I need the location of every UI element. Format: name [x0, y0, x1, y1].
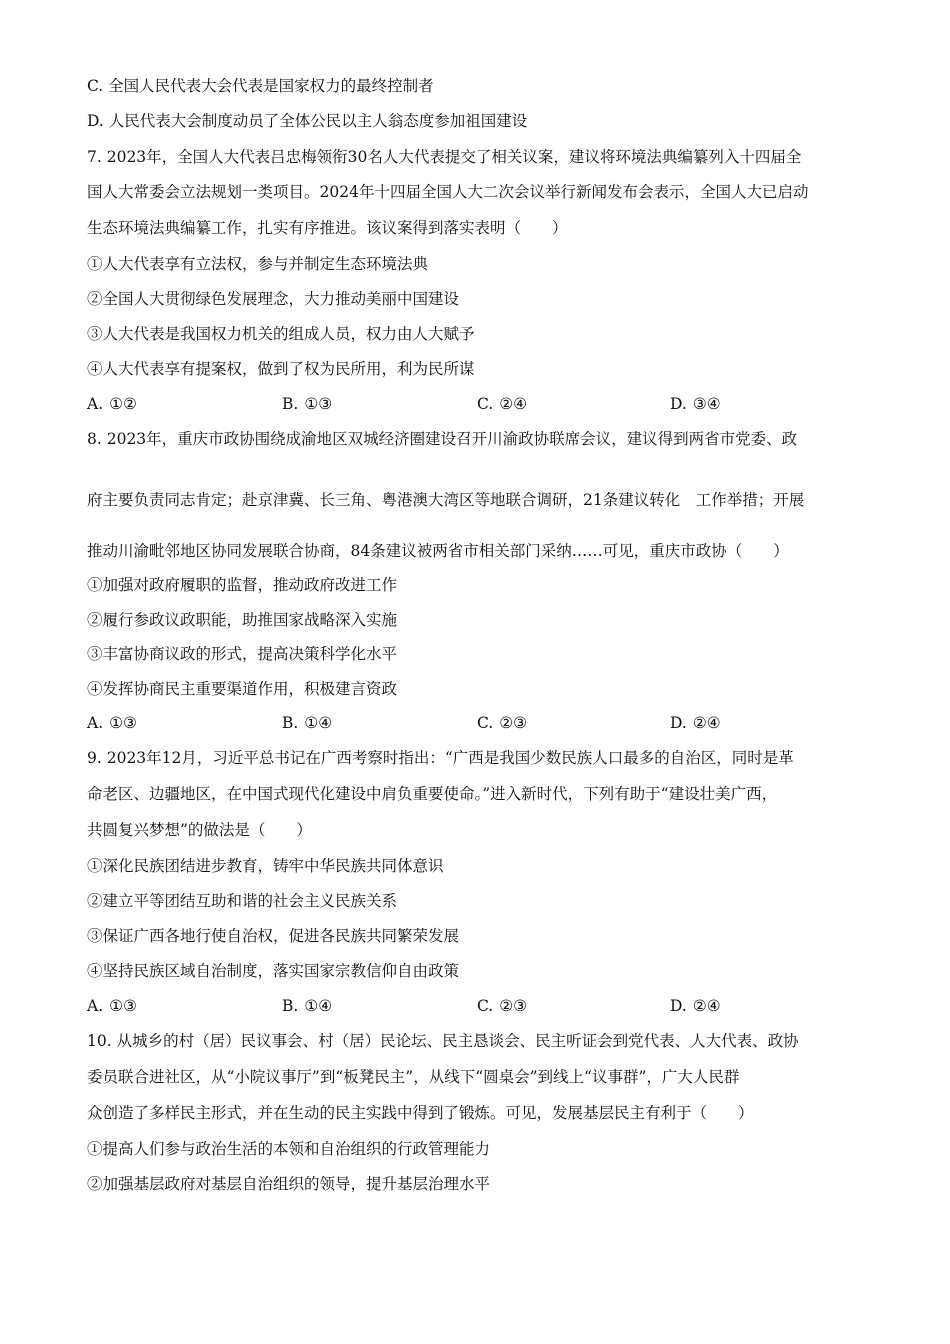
q9-option-b: B. ①④: [282, 997, 333, 1015]
q7-statement-1: ①人大代表享有立法权，参与并制定生态环境法典: [87, 255, 429, 273]
q7-statement-2: ②全国人大贯彻绿色发展理念，大力推动美丽中国建设: [87, 290, 460, 308]
q7-stem-line-2: 国人大常委会立法规划一类项目。2024年十四届全国人大二次会议举行新闻发布会表示，全国人大已启动: [87, 183, 809, 201]
q10-statement-2: ②加强基层政府对基层自治组织的领导，提升基层治理水平: [87, 1175, 491, 1193]
q7-statement-4: ④人大代表享有提案权，做到了权为民所用，利为民所谋: [87, 360, 475, 378]
q7-statement-3: ③人大代表是我国权力机关的组成人员，权力由人大赋予: [87, 325, 475, 343]
q7-option-a: A. ①②: [87, 395, 137, 413]
q7-option-c: C. ②④: [477, 395, 528, 413]
q7-option-b: B. ①③: [282, 395, 333, 413]
q9-statement-2: ②建立平等团结互助和谐的社会主义民族关系: [87, 892, 398, 910]
q10-statement-1: ①提高人们参与政治生活的本领和自治组织的行政管理能力: [87, 1140, 491, 1158]
q10-stem-line-3: 众创造了多样民主形式，并在生动的民主实践中得到了锻炼。可见，发展基层民主有利于（ ）: [87, 1104, 754, 1122]
q8-statement-2: ②履行参政议政职能，助推国家战略深入实施: [87, 611, 398, 629]
q7-options: [87, 393, 877, 415]
q9-options: [87, 995, 877, 1017]
q7-stem-line-3: 生态环境法典编纂工作，扎实有序推进。该议案得到落实表明（ ）: [87, 219, 568, 237]
q9-option-d: D. ②④: [670, 997, 721, 1015]
q8-statement-1: ①加强对政府履职的监督，推动政府改进工作: [87, 576, 398, 594]
q8-statement-4: ④发挥协商民主重要渠道作用，积极建言资政: [87, 680, 398, 698]
q8-option-c: C. ②③: [477, 714, 528, 732]
q8-option-d: D. ②④: [670, 714, 721, 732]
q8-option-b: B. ①④: [282, 714, 333, 732]
q6-option-c: C. 全国人民代表大会代表是国家权力的最终控制者: [87, 77, 434, 95]
q10-stem-line-1: 10. 从城乡的村（居）民议事会、村（居）民论坛、民主恳谈会、民主听证会到党代表、人大代表、政协: [87, 1032, 799, 1050]
q9-stem-line-2: 命老区、边疆地区，在中国式现代化建设中肩负重要使命。”进入新时代，下列有助于“建设壮美广西，: [87, 785, 778, 803]
q9-statement-4: ④坚持民族区域自治制度，落实国家宗教信仰自由政策: [87, 962, 460, 980]
q7-option-d: D. ③④: [670, 395, 721, 413]
q9-statement-3: ③保证广西各地行使自治权，促进各民族共同繁荣发展: [87, 927, 460, 945]
q8-stem-line-3: 推动川渝毗邻地区协同发展联合协商，84条建议被两省市相关部门采纳……可见，重庆市政协（ ）: [87, 542, 789, 560]
q8-stem-line-1: 8. 2023年，重庆市政协围绕成渝地区双城经济圈建设召开川渝政协联席会议，建议得到两省市党委、政: [87, 430, 798, 448]
q9-option-c: C. ②③: [477, 997, 528, 1015]
q9-stem-line-1: 9. 2023年12月，习近平总书记在广西考察时指出：“广西是我国少数民族人口最多的自治区，同时是革: [87, 749, 794, 767]
q8-options: [87, 712, 877, 734]
q9-statement-1: ①深化民族团结进步教育，铸牢中华民族共同体意识: [87, 857, 444, 875]
q6-option-d: D. 人民代表大会制度动员了全体公民以主人翁态度参加祖国建设: [87, 112, 528, 130]
q8-stem-line-2: 府主要负责同志肯定；赴京津冀、长三角、粤港澳大湾区等地联合调研，21条建议转化 工作举措；开展: [87, 491, 805, 509]
q8-option-a: A. ①③: [87, 714, 137, 732]
q9-stem-line-3: 共圆复兴梦想”的做法是（ ）: [87, 821, 312, 839]
q7-stem-line-1: 7. 2023年，全国人大代表吕忠梅领衔30名人大代表提交了相关议案，建议将环境法典编纂列入十四届全: [87, 148, 802, 166]
q9-option-a: A. ①③: [87, 997, 137, 1015]
q10-stem-line-2: 委员联合进社区，从“小院议事厅”到“板凳民主”，从线下“圆桌会”到线上“议事群”，广大人民群: [87, 1068, 740, 1086]
q8-statement-3: ③丰富协商议政的形式，提高决策科学化水平: [87, 645, 398, 663]
